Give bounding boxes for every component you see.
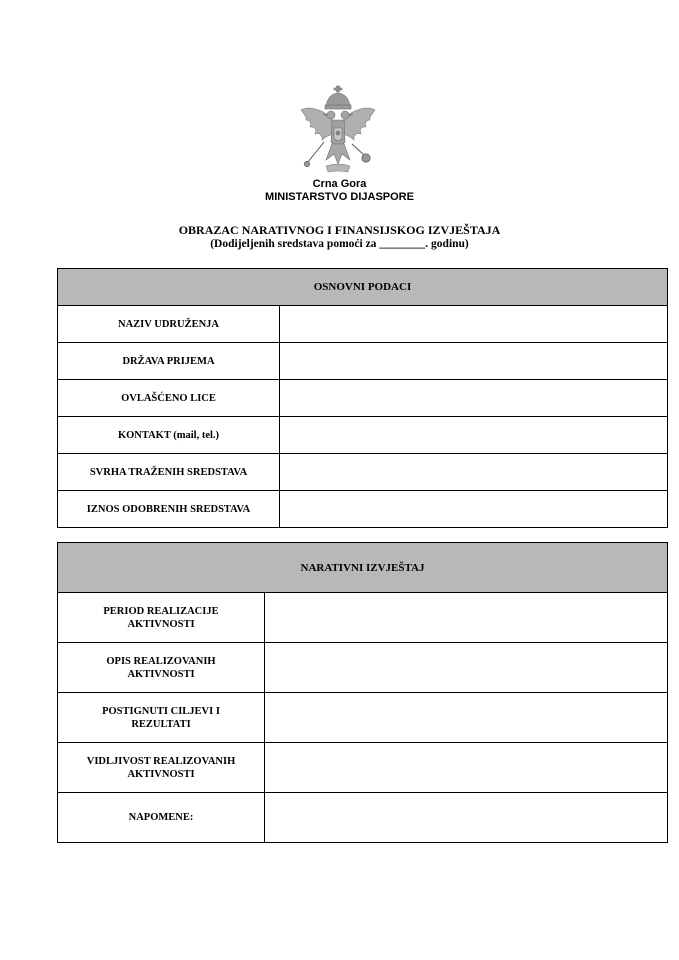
table-row	[58, 306, 668, 343]
table-row	[58, 343, 668, 380]
narrative-report-table	[57, 542, 668, 843]
label-line: REZULTATI	[131, 718, 191, 730]
montenegro-coat-of-arms-icon	[298, 84, 378, 176]
field-label: IZNOS ODOBRENIH SREDSTAVA	[58, 491, 280, 528]
label-line: VIDLJIVOST REALIZOVANIH	[86, 755, 236, 767]
field-label	[58, 793, 265, 843]
basic-info-table	[57, 268, 668, 528]
table-header-row	[58, 543, 668, 593]
ministry-name: MINISTARSTVO DIJASPORE	[265, 191, 414, 203]
field-label: NAZIV UDRUŽENJA	[58, 306, 280, 343]
table-row	[58, 417, 668, 454]
label-line: AKTIVNOSTI	[127, 768, 195, 780]
table-row	[58, 491, 668, 528]
visibility-field[interactable]	[265, 743, 668, 793]
field-label	[58, 743, 265, 793]
table-row	[58, 793, 668, 843]
goals-results-field[interactable]	[265, 693, 668, 743]
host-country-field[interactable]	[280, 343, 668, 380]
authorized-person-field[interactable]	[280, 380, 668, 417]
label-line: AKTIVNOSTI	[127, 618, 195, 630]
realization-period-field[interactable]	[265, 593, 668, 643]
field-label: DRŽAVA PRIJEMA	[58, 343, 280, 380]
label-line: PERIOD REALIZACIJE	[103, 605, 219, 617]
form-title: OBRAZAC NARATIVNOG I FINANSIJSKOG IZVJEŠTAJA	[178, 223, 501, 237]
approved-amount-field[interactable]	[280, 491, 668, 528]
label-line: POSTIGNUTI CILJEVI I	[102, 705, 220, 717]
label-line: NAPOMENE:	[128, 812, 194, 823]
table-header-row	[58, 269, 668, 306]
association-name-field[interactable]	[280, 306, 668, 343]
table-row	[58, 593, 668, 643]
field-label	[58, 693, 265, 743]
label-line: AKTIVNOSTI	[127, 668, 195, 680]
table-row	[58, 693, 668, 743]
table-row	[58, 743, 668, 793]
field-label: OVLAŠĆENO LICE	[58, 380, 280, 417]
basic-info-heading: OSNOVNI PODACI	[58, 269, 668, 306]
notes-field[interactable]	[265, 793, 668, 843]
table-row	[58, 380, 668, 417]
table-row	[58, 454, 668, 491]
activities-description-field[interactable]	[265, 643, 668, 693]
label-line: OPIS REALIZOVANIH	[106, 655, 216, 667]
form-subtitle: (Dodijeljenih sredstava pomoći za ________. godinu)	[210, 238, 469, 250]
contact-field[interactable]	[280, 417, 668, 454]
field-label: KONTAKT (mail, tel.)	[58, 417, 280, 454]
table-row	[58, 643, 668, 693]
field-label: SVRHA TRAŽENIH SREDSTAVA	[58, 454, 280, 491]
purpose-field[interactable]	[280, 454, 668, 491]
field-label	[58, 643, 265, 693]
narrative-heading: NARATIVNI IZVJEŠTAJ	[58, 543, 668, 593]
country-name: Crna Gora	[312, 178, 367, 190]
field-label	[58, 593, 265, 643]
